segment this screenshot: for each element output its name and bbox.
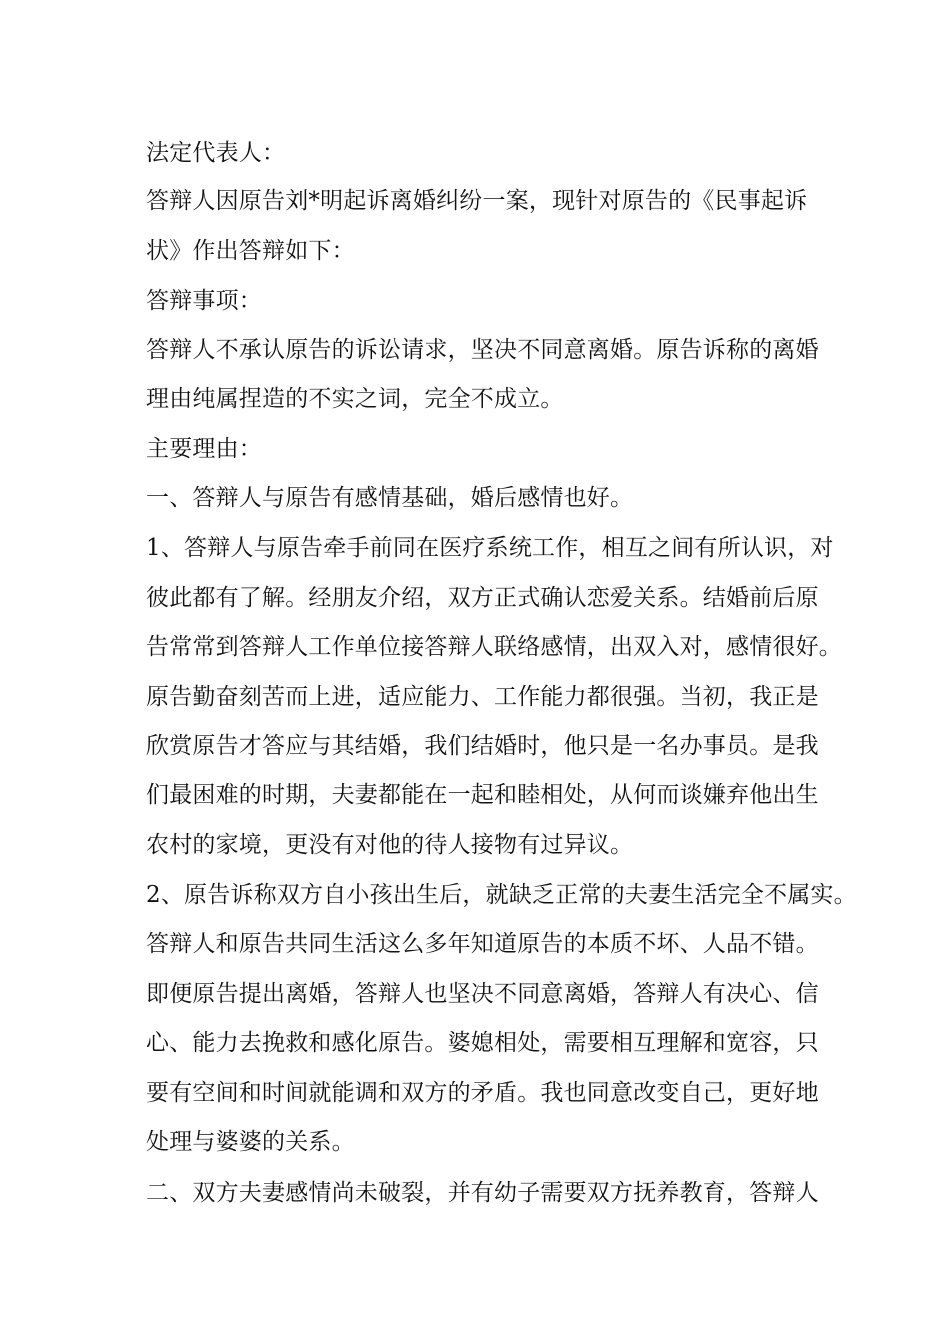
text-line: 们最困难的时期，夫妻都能在一起和睦相处，从何而谈嫌弃他出生: [146, 782, 819, 808]
heading-reason-two: 二、双方夫妻感情尚未破裂，并有幼子需要双方抚养教育，答辩人: [146, 1180, 819, 1206]
text-line-legal-representative: 法定代表人：: [146, 140, 286, 166]
text-line: 心、能力去挽救和感化原告。婆媳相处，需要相互理解和宽容，只: [146, 1030, 819, 1056]
text-line: 农村的家境，更没有对他的待人接物有过异议。: [146, 832, 634, 858]
text-line: 处理与婆婆的关系。: [146, 1129, 355, 1155]
text-line: 答辩人因原告刘*明起诉离婚纠纷一案，现针对原告的《民事起诉: [146, 188, 808, 214]
text-line: 2、原告诉称双方自小孩出生后，就缺乏正常的夫妻生活完全不属实。: [146, 882, 857, 908]
heading-defense-items: 答辩事项：: [146, 288, 262, 314]
text-line: 1、答辩人与原告牵手前同在医疗系统工作，相互之间有所认识，对: [146, 535, 834, 561]
text-line: 即便原告提出离婚，答辩人也坚决不同意离婚，答辩人有决心、信: [146, 981, 819, 1007]
text-line: 答辩人和原告共同生活这么多年知道原告的本质不坏、人品不错。: [146, 931, 819, 957]
heading-reason-one: 一、答辩人与原告有感情基础，婚后感情也好。: [146, 485, 634, 511]
text-line: 原告勤奋刻苦而上进，适应能力、工作能力都很强。当初，我正是: [146, 684, 819, 710]
text-line: 理由纯属捏造的不实之词，完全不成立。: [146, 386, 564, 412]
text-line: 要有空间和时间就能调和双方的矛盾。我也同意改变自己，更好地: [146, 1080, 819, 1106]
text-line: 答辩人不承认原告的诉讼请求，坚决不同意离婚。原告诉称的离婚: [146, 337, 819, 363]
heading-main-reasons: 主要理由：: [146, 436, 262, 462]
text-line: 彼此都有了解。经朋友介绍，双方正式确认恋爱关系。结婚前后原: [146, 585, 819, 611]
text-line: 状》作出答辩如下：: [146, 238, 355, 264]
text-line: 告常常到答辩人工作单位接答辩人联络感情，出双入对，感情很好。: [146, 634, 842, 660]
text-line: 欣赏原告才答应与其结婚，我们结婚时，他只是一名办事员。是我: [146, 733, 819, 759]
